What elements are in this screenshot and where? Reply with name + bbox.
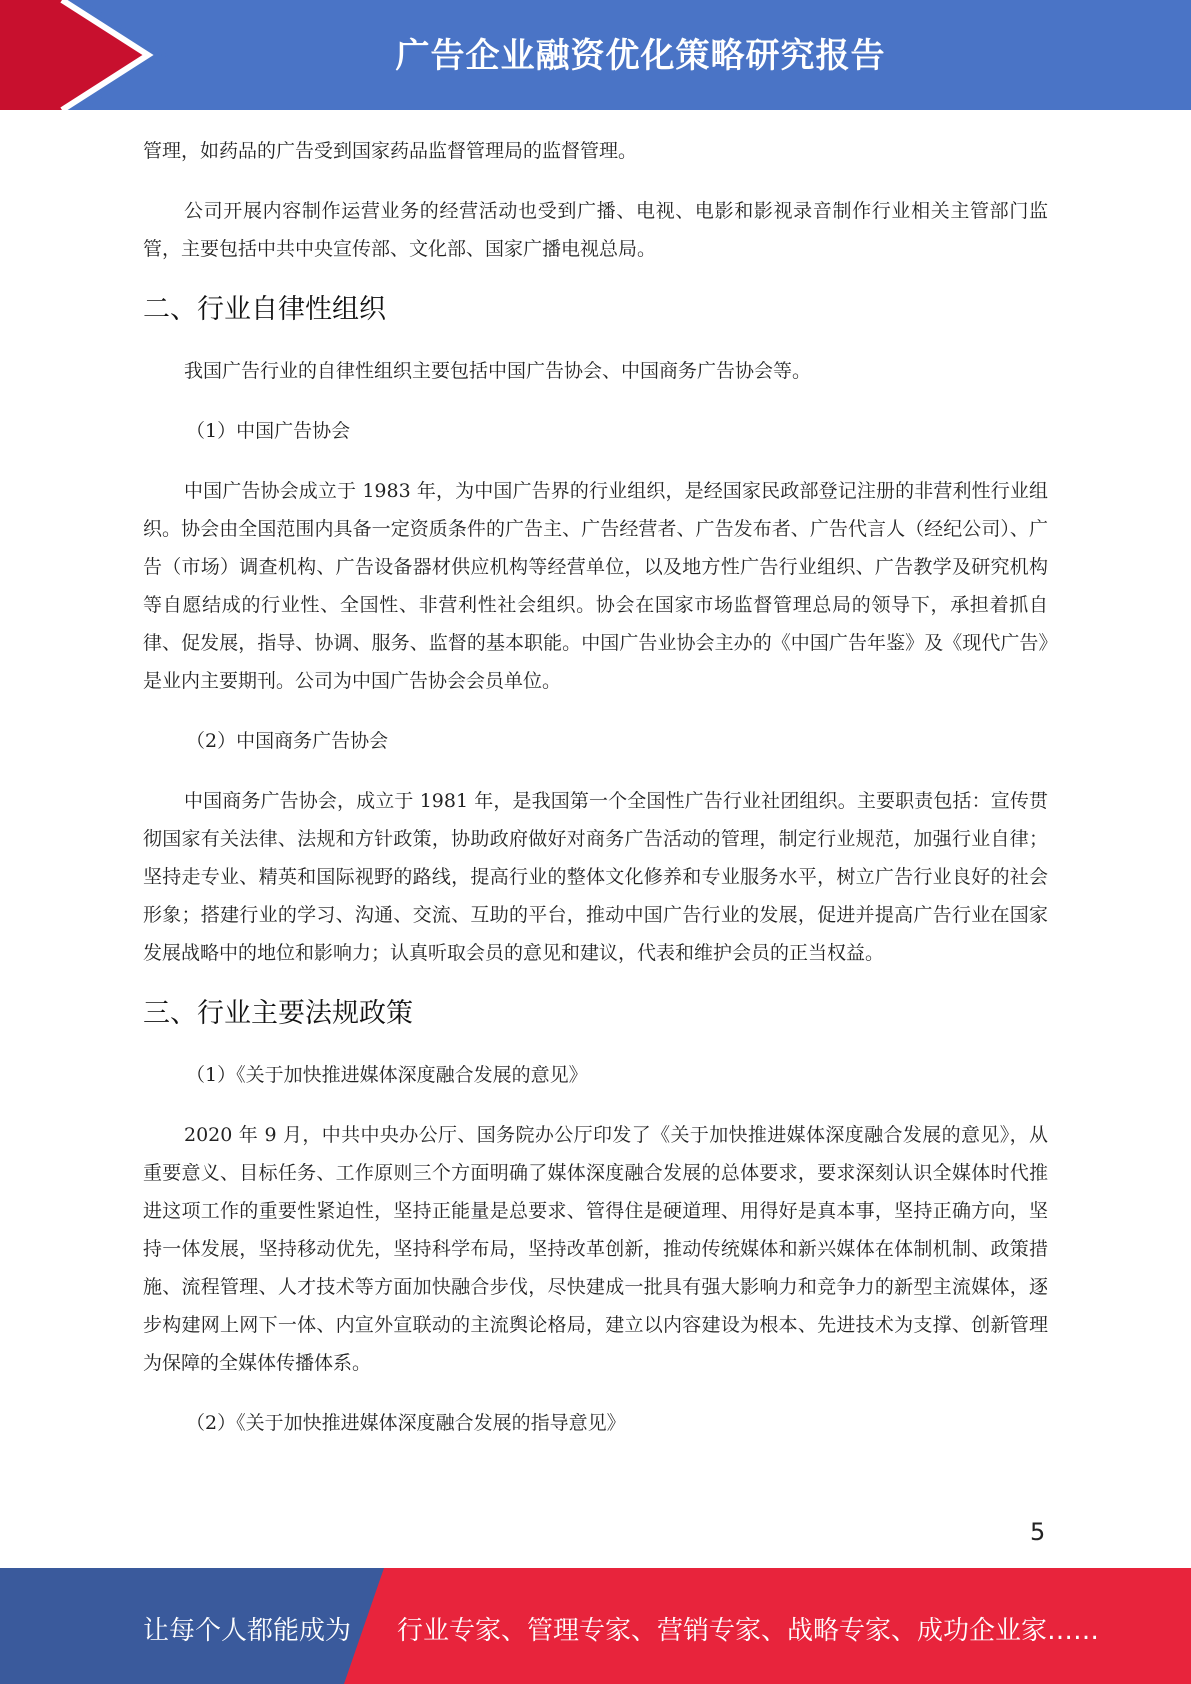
section-heading: 二、行业自律性组织 [143,294,386,325]
page-footer [0,1568,1191,1684]
paragraph: 管理，如药品的广告受到国家药品监督管理局的监督管理。 [143,140,638,162]
section-heading: 三、行业主要法规政策 [143,998,413,1029]
footer-slogan-left: 让每个人都能成为 [143,1616,352,1646]
subsection-heading: （1）中国广告协会 [186,420,351,442]
paragraph: 2020 年 9 月，中共中央办公厅、国务院办公厅印发了《关于加快推进媒体深度融合发展的意见》，从重要意义、目标任务、工作原则三个方面明确了媒体深度融合发展的总体要求，要求深刻认识全媒体时代推进这项工作的重要性紧迫性，坚持正能量是总要求、管得住是硬道理、用得好是真本事，坚持正确方向，坚持一体发展，坚持移动优先，坚持科学布局，坚持改革创新，推动传统媒体和新兴媒体在体制机制、政策措施、流程管理、人才技术等方面加快融合步伐，尽快建成一批具有强大影响力和竞争力的新型主流媒体，逐步构建网上网下一体、内宣外宣联动的主流舆论格局，建立以内容建设为根本、先进技术为支撑、创新管理为保障的全媒体传播体系。 [143,1124,1048,1374]
document-title: 广告企业融资优化策略研究报告 [395,36,886,76]
page-content [143,132,1048,1464]
page-number: 5 [1030,1518,1046,1546]
subsection-heading: （1）《关于加快推进媒体深度融合发展的意见》 [186,1064,588,1086]
paragraph: 我国广告行业的自律性组织主要包括中国广告协会、中国商务广告协会等。 [184,360,812,382]
paragraph: 公司开展内容制作运营业务的经营活动也受到广播、电视、电影和影视录音制作行业相关主管部门监管，主要包括中共中央宣传部、文化部、国家广播电视总局。 [143,200,1048,260]
page-header [0,0,1191,110]
footer-slogan-right: 行业专家、管理专家、营销专家、战略专家、成功企业家…… [397,1616,1100,1646]
paragraph: 中国商务广告协会，成立于 1981 年，是我国第一个全国性广告行业社团组织。主要职责包括：宣传贯彻国家有关法律、法规和方针政策，协助政府做好对商务广告活动的管理，制定行业规范，加强行业自律；坚持走专业、精英和国际视野的路线，提高行业的整体文化修养和专业服务水平，树立广告行业良好的社会形象；搭建行业的学习、沟通、交流、互助的平台，推动中国广告行业的发展，促进并提高广告行业在国家发展战略中的地位和影响力；认真听取会员的意见和建议，代表和维护会员的正当权益。 [143,790,1048,964]
subsection-heading: （2）中国商务广告协会 [186,730,389,752]
paragraph: 中国广告协会成立于 1983 年，为中国广告界的行业组织，是经国家民政部登记注册的非营利性行业组织。协会由全国范围内具备一定资质条件的广告主、广告经营者、广告发布者、广告代言人（经纪公司）、广告（市场）调查机构、广告设备器材供应机构等经营单位，以及地方性广告行业组织、广告教学及研究机构等自愿结成的行业性、全国性、非营利性社会组织。协会在国家市场监督管理总局的领导下，承担着抓自律、促发展，指导、协调、服务、监督的基本职能。中国广告业协会主办的《中国广告年鉴》及《现代广告》是业内主要期刊。公司为中国广告协会会员单位。 [143,480,1048,692]
subsection-heading: （2）《关于加快推进媒体深度融合发展的指导意见》 [186,1412,626,1434]
